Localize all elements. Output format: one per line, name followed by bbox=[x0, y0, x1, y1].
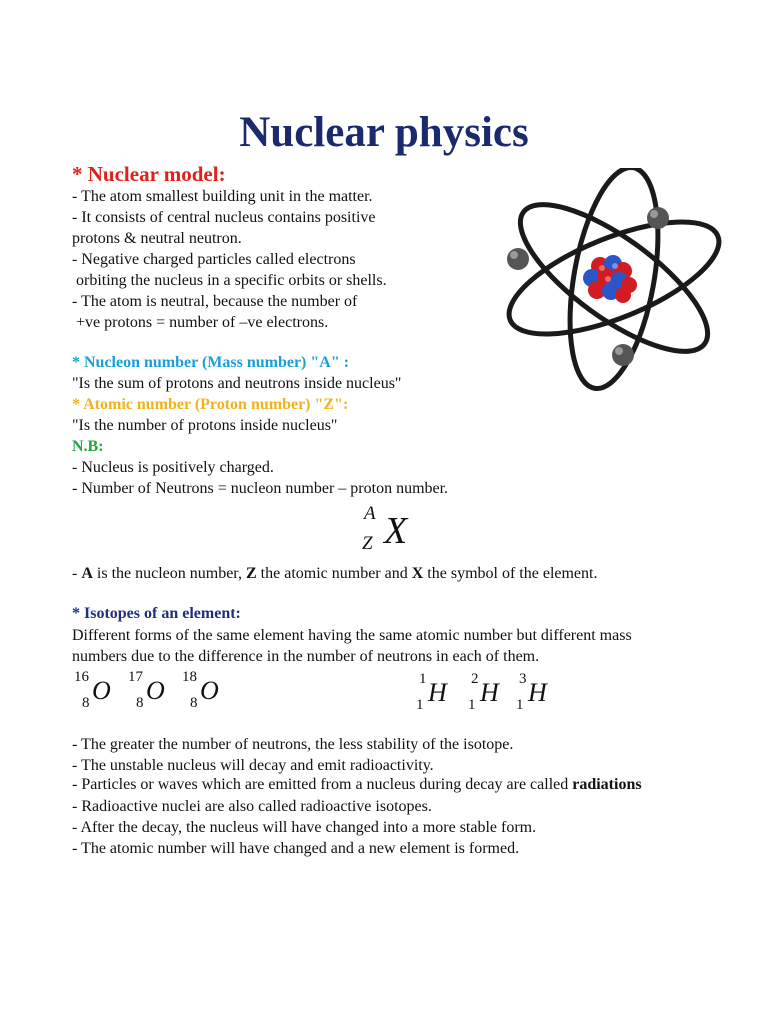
element-symbol: X bbox=[384, 510, 408, 552]
hydrogen-1-isotope: 1 1 H bbox=[416, 671, 447, 713]
nuclear-model-line: orbiting the nucleus in a specific orbits or shells. bbox=[72, 272, 387, 289]
notation-explanation: - A is the nucleon number, Z the atomic number and X the symbol of the element. bbox=[72, 565, 598, 582]
hydrogen-3-isotope: 3 1 H bbox=[516, 671, 547, 713]
nuclide-notation bbox=[362, 504, 422, 560]
nucleon-number-definition: "Is the sum of protons and neutrons inside nucleus" bbox=[72, 375, 402, 392]
nuclear-model-line: +ve protons = number of –ve electrons. bbox=[72, 314, 329, 331]
hydrogen-2-isotope: 2 1 H bbox=[468, 671, 499, 713]
mass-number-label: A bbox=[364, 503, 376, 524]
atomic-number-definition: "Is the number of protons inside nucleus" bbox=[72, 417, 338, 434]
atom-illustration bbox=[492, 168, 744, 392]
atomic-number-label: Z bbox=[362, 533, 373, 554]
isotopes-line: numbers due to the difference in the number of neutrons in each of them. bbox=[72, 648, 540, 665]
fact-line: - The unstable nucleus will decay and emit radioactivity. bbox=[72, 757, 434, 774]
fact-line-radiations: - Particles or waves which are emitted from a nucleus during decay are called radiations bbox=[72, 776, 642, 793]
fact-line: - The atomic number will have changed and a new element is formed. bbox=[72, 840, 520, 857]
page-title: Nuclear physics bbox=[239, 109, 529, 156]
nucleon-number-heading: * Nucleon number (Mass number) "A" : bbox=[72, 354, 350, 371]
oxygen-16-isotope: 16 8 O bbox=[74, 669, 111, 711]
oxygen-18-isotope: 18 8 O bbox=[182, 669, 219, 711]
nuclear-model-line: - Negative charged particles called electrons bbox=[72, 251, 356, 268]
fact-line: - Radioactive nuclei are also called radioactive isotopes. bbox=[72, 798, 432, 815]
fact-line: - The greater the number of neutrons, the less stability of the isotope. bbox=[72, 736, 514, 753]
nb-line: - Number of Neutrons = nucleon number – proton number. bbox=[72, 480, 449, 497]
atomic-number-heading: * Atomic number (Proton number) "Z": bbox=[72, 396, 349, 413]
nb-heading: N.B: bbox=[72, 438, 104, 455]
oxygen-17-isotope: 17 8 O bbox=[128, 669, 165, 711]
isotopes-heading: * Isotopes of an element: bbox=[72, 605, 241, 622]
isotopes-line: Different forms of the same element having the same atomic number but different mass bbox=[72, 627, 632, 644]
nucleus-icon bbox=[583, 255, 637, 303]
nuclear-model-line: - It consists of central nucleus contains positive bbox=[72, 209, 376, 226]
nuclear-model-line: - The atom is neutral, because the number of bbox=[72, 293, 358, 310]
nb-line: - Nucleus is positively charged. bbox=[72, 459, 274, 476]
fact-line: - After the decay, the nucleus will have changed into a more stable form. bbox=[72, 819, 537, 836]
nuclear-model-line: - The atom smallest building unit in the matter. bbox=[72, 188, 373, 205]
nuclear-model-heading: * Nuclear model: bbox=[72, 162, 226, 186]
nuclear-model-line: protons & neutral neutron. bbox=[72, 230, 242, 247]
